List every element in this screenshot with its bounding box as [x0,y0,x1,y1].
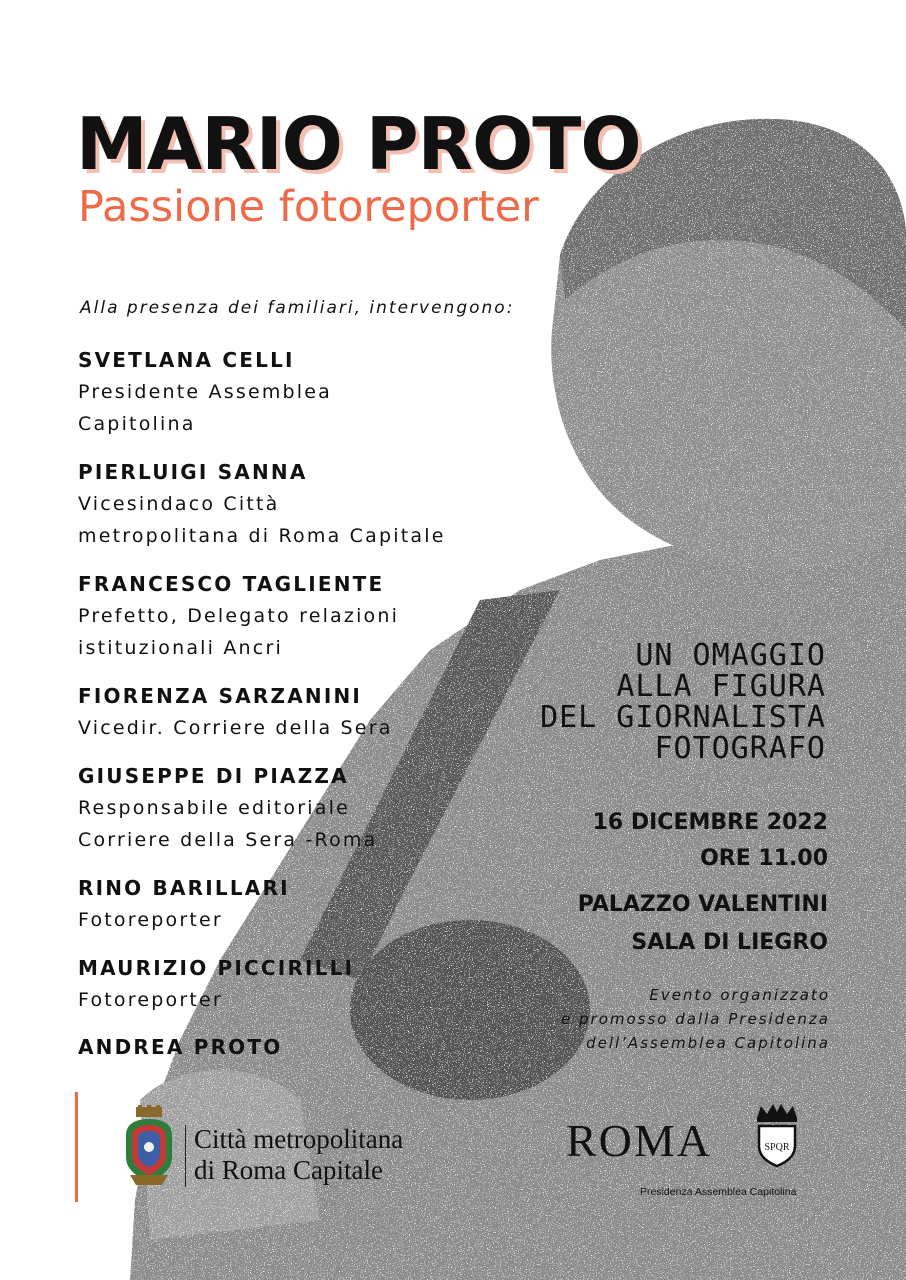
speaker-name: RINO BARILLARI [78,876,290,900]
speaker [78,1031,282,1063]
speaker [78,952,354,1016]
metropolitan-city-crest-icon [122,1105,176,1187]
organizer-line: Evento organizzato [649,986,830,1004]
speaker-role: Fotoreporter [78,989,223,1011]
roma-logo-text: ROMA [566,1115,713,1166]
metropolitan-city-logo-text [194,1124,403,1186]
speaker-name: FRANCESCO TAGLIENTE [78,572,385,596]
speaker-name: ANDREA PROTO [78,1035,283,1059]
speaker-name: FIORENZA SARZANINI [78,684,363,708]
speaker-role: Prefetto, Delegato relazioni [78,605,400,627]
speaker-role: Presidente Assemblea [78,381,333,403]
event-organizer [561,983,830,1055]
roma-subtitle: Presidenza Assemblea Capitolina [640,1186,797,1198]
poster-subtitle: Passione fotoreporter [78,182,539,232]
speaker-role: Fotoreporter [78,909,223,931]
metro-line: Città metropolitana [194,1124,404,1154]
speaker [78,344,332,440]
organizer-line: dell’Assemblea Capitolina [586,1034,830,1052]
speaker-name: PIERLUIGI SANNA [78,460,308,484]
speaker-role: Responsabile editoriale [78,797,350,819]
poster-title: MARIO PROTO [76,102,641,186]
speaker-name: MAURIZIO PICCIRILLI [78,956,355,980]
metro-line: di Roma Capitale [194,1155,383,1185]
speaker [78,568,399,664]
speaker [78,872,290,936]
spqr-shield-icon [751,1102,803,1168]
speaker [78,456,446,552]
speaker-role: Vicedir. Corriere della Sera [78,717,393,739]
speaker [78,760,378,856]
speakers-intro: Alla presenza dei familiari, intervengono: [80,298,515,318]
speaker-role: Corriere della Sera -Roma [78,829,378,851]
tribute-line: ALLA FIGURA [616,669,826,704]
organizer-line: e promosso dalla Presidenza [561,1010,830,1028]
event-room: SALA DI LIEGRO [631,930,828,955]
speaker-role: metropolitana di Roma Capitale [78,525,446,547]
accent-rule [75,1092,78,1202]
speaker-name: SVETLANA CELLI [78,348,295,372]
speaker-name: GIUSEPPE DI PIAZZA [78,764,349,788]
logo-divider [185,1125,186,1187]
event-venue: PALAZZO VALENTINI [577,892,828,917]
speaker-role: Vicesindaco Città [78,493,280,515]
event-time: ORE 11.00 [700,846,828,871]
event-date: 16 DICEMBRE 2022 [592,810,828,835]
speaker [78,680,393,744]
tribute-text [540,640,826,764]
speaker-role: istituzionali Ancri [78,637,283,659]
speaker-role: Capitolina [78,413,196,435]
spqr-text: SPQR [764,1142,790,1153]
tribute-line: FOTOGRAFO [654,731,826,766]
tribute-line: DEL GIORNALISTA [540,700,826,735]
tribute-line: UN OMAGGIO [635,638,826,673]
